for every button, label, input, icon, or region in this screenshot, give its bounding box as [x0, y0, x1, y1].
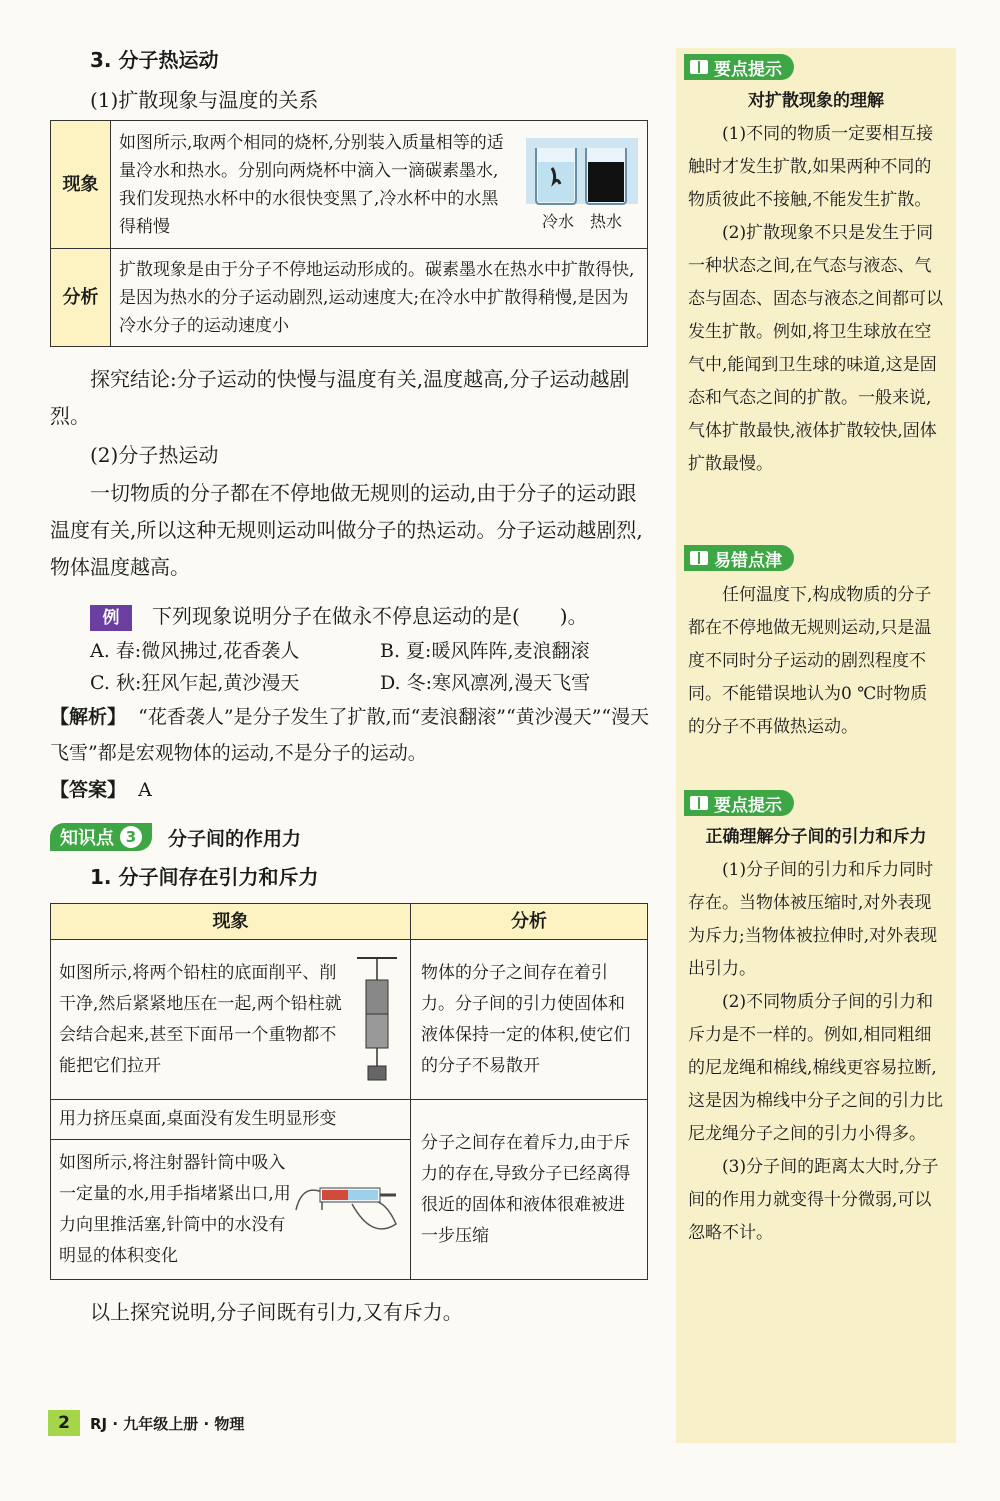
knowledge-point-title: 分子间的作用力 [168, 827, 302, 850]
diffusion-table [50, 120, 648, 347]
sidebar-forces-p2: (2)不同物质分子间的引力和斥力是不一样的。例如,相同粗细的尼龙绳和棉线,棉线更容易拉断,这是因为棉线中分子之间的引力比尼龙绳分子之间的引力小得多。 [688, 992, 943, 1144]
sidebar-box-mistakes [676, 539, 956, 744]
book-icon [690, 60, 708, 74]
option-c: C. 秋:狂风乍起,黄沙漫天 [90, 672, 300, 694]
main-column [50, 40, 655, 1331]
book-icon [690, 551, 708, 565]
tips-badge [684, 790, 794, 816]
syringe-cell [51, 1140, 411, 1280]
page-footer [48, 1410, 244, 1436]
syringe-text: 如图所示,将注射器针筒中吸入一定量的水,用手指堵紧出口,用力向里推活塞,针筒中的水没有明显的体积变化 [59, 1152, 291, 1266]
beakers-illustration [522, 134, 642, 208]
thermal-motion-text: 一切物质的分子都在不停地做无规则的运动,由于分子的运动跟温度有关,所以这种无规则运动叫做分子的热运动。分子运动越剧烈,物体温度越高。 [50, 481, 643, 579]
sidebar-box-diffusion [676, 48, 956, 481]
attraction-analysis: 物体的分子之间存在着引力。分子间的引力使固体和液体保持一定的体积,使它们的分子不易散开 [411, 940, 648, 1100]
hot-water-caption: 热水 [590, 211, 623, 231]
book-icon [690, 796, 708, 810]
lead-cylinders-illustration [352, 950, 402, 1090]
knowledge-point-badge [50, 823, 152, 851]
sidebar-forces-p1: (1)分子间的引力和斥力同时存在。当物体被压缩时,对外表现为斥力;当物体被拉伸时,对外表现出引力。 [688, 860, 938, 979]
footer-book-info: RJ · 九年级上册 · 物理 [90, 1414, 245, 1433]
syringe-illustration [292, 1170, 402, 1250]
header-analysis: 分析 [411, 904, 648, 940]
mistakes-badge [684, 545, 794, 571]
page-number: 2 [48, 1410, 80, 1436]
intermolecular-force-table [50, 903, 648, 1280]
section-title-attraction-repulsion: 1. 分子间存在引力和斥力 [90, 865, 319, 889]
sidebar-mistakes-p1: 任何温度下,构成物质的分子都在不停地做无规则运动,只是温度不同时分子运动的剧烈程度不同。不能错误地认为0 ℃时物质的分子不再做热运动。 [688, 585, 932, 737]
knowledge-point-badge-label: 知识点 [60, 828, 114, 849]
sidebar-box-forces [676, 784, 956, 1250]
answer-body: A [138, 779, 152, 801]
tips-badge-label: 要点提示 [714, 59, 782, 80]
tips-badge-label: 要点提示 [714, 795, 782, 816]
example-question [50, 598, 655, 635]
summary-text: 以上探究说明,分子间既有引力,又有斥力。 [90, 1300, 463, 1324]
example-badge: 例 [90, 605, 132, 631]
sidebar-diffusion-p1: (1)不同的物质一定要相互接触时才发生扩散,如果两种不同的物质彼此不接触,不能发生扩散。 [688, 124, 934, 210]
analysis-label: 分析 [51, 249, 111, 347]
conclusion-text: 探究结论:分子运动的快慢与温度有关,温度越高,分子运动越剧烈。 [50, 367, 630, 428]
sidebar-title-forces: 正确理解分子间的引力和斥力 [705, 827, 927, 847]
desk-press-text: 用力挤压桌面,桌面没有发生明显形变 [51, 1100, 411, 1140]
lead-cylinder-text: 如图所示,将两个铅柱的底面削平、削干净,然后紧紧地压在一起,两个铅柱就会结合起来,甚至下面吊一个重物都不能把它们拉开 [59, 962, 342, 1076]
knowledge-point-number: 3 [120, 826, 142, 848]
example-question-text: 下列现象说明分子在做永不停息运动的是( )。 [152, 604, 588, 628]
sidebar-diffusion-p2: (2)扩散现象不只是发生于同一种状态之间,在气态与液态、气态与固态、固态与液态之间都可以发生扩散。例如,将卫生球放在空气中,能闻到卫生球的味道,这是固态和气态之间的扩散。一般来说,气体扩散最快,液体扩散较快,固体扩散最慢。 [688, 223, 943, 474]
option-d: D. 冬:寒风凛冽,漫天飞雪 [380, 672, 591, 694]
phenomenon-text: 如图所示,取两个相同的烧杯,分别装入质量相等的适量冷水和热水。分别向两烧杯中滴入一滴碳素墨水,我们发现热水杯中的水很快变黑了,冷水杯中的水黑得稍慢 [119, 132, 504, 237]
option-a: A. 春:微风拂过,花香袭人 [90, 640, 300, 662]
answer-heading: 【答案】 [50, 779, 127, 801]
phenomenon-cell [111, 121, 648, 249]
example-options [50, 635, 655, 699]
analysis-heading: 【解析】 [50, 706, 127, 728]
phenomenon-label: 现象 [51, 121, 111, 249]
sidebar [676, 48, 956, 1443]
example-answer [50, 771, 655, 809]
subsection-title-diffusion-temperature: (1)扩散现象与温度的关系 [90, 88, 319, 112]
option-b: B. 夏:暖风阵阵,麦浪翻滚 [380, 640, 590, 662]
tips-badge [684, 54, 794, 80]
cold-water-caption: 冷水 [541, 211, 574, 231]
knowledge-point-header [50, 817, 655, 857]
beakers-figure [517, 134, 647, 236]
sidebar-title-diffusion: 对扩散现象的理解 [748, 91, 884, 111]
sidebar-forces-p3: (3)分子间的距离太大时,分子间的作用力就变得十分微弱,可以忽略不计。 [688, 1157, 939, 1243]
analysis-body: “花香袭人”是分子发生了扩散,而“麦浪翻滚”“黄沙漫天”“漫天飞雪”都是宏观物体的运动,不是分子的运动。 [50, 706, 650, 764]
mistakes-badge-label: 易错点津 [714, 550, 782, 571]
example-analysis [50, 699, 655, 771]
header-phenomenon: 现象 [51, 904, 411, 940]
section-title-molecular-thermal-motion: 3. 分子热运动 [90, 48, 219, 72]
lead-cylinder-cell [51, 940, 411, 1100]
repulsion-analysis: 分子之间存在着斥力,由于斥力的存在,导致分子已经离得很近的固体和液体很难被进一步压缩 [411, 1100, 648, 1280]
analysis-text: 扩散现象是由于分子不停地运动形成的。碳素墨水在热水中扩散得快,是因为热水的分子运动剧烈,运动速度大;在冷水中扩散得稍慢,是因为冷水分子的运动速度小 [111, 249, 648, 347]
subsection-title-thermal-motion: (2)分子热运动 [90, 443, 219, 467]
